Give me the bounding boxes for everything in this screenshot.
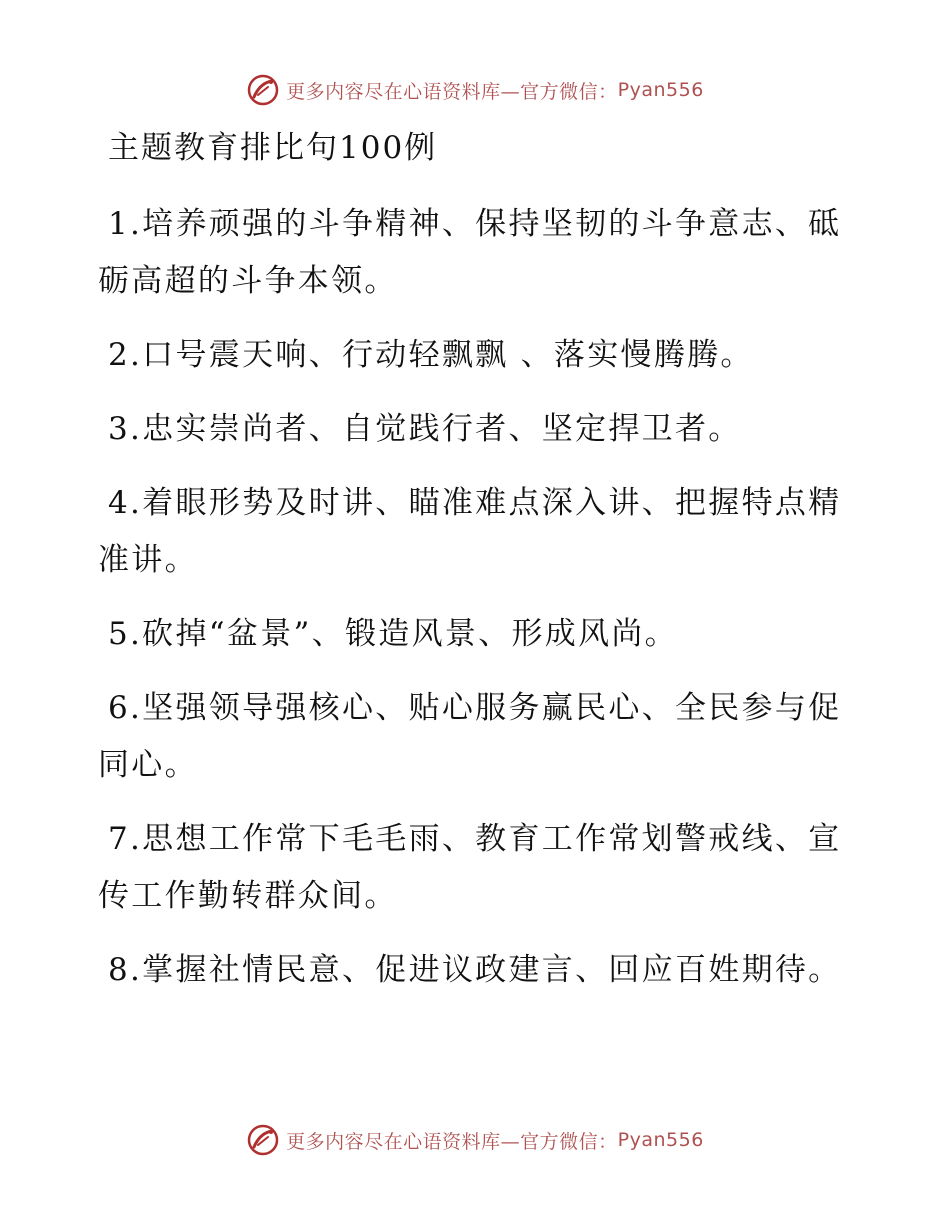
watermark-text: 更多内容尽在心语资料库—官方微信： <box>286 1130 618 1153</box>
parallelism-list <box>98 196 868 1016</box>
watermark-wechat-id: Pyan556 <box>617 79 704 101</box>
list-item: 6.坚强领导强核心、贴心服务赢民心、全民参与促同心。 <box>98 690 842 783</box>
document-title: 主题教育排比句100例 <box>108 130 438 166</box>
list-item: 2.口号震天响、行动轻飘飘 、落实慢腾腾。 <box>108 337 754 373</box>
header-watermark <box>0 70 950 110</box>
list-item: 4.着眼形势及时讲、瞄准难点深入讲、把握特点精准讲。 <box>98 485 842 578</box>
list-item: 8.掌握社情民意、促进议政建言、回应百姓期待。 <box>108 952 842 988</box>
pen-logo-icon <box>246 73 280 107</box>
watermark-wechat-id: Pyan556 <box>617 1129 704 1151</box>
list-item: 5.砍掉“盆景”、锻造风景、形成风尚。 <box>108 616 678 652</box>
watermark-text: 更多内容尽在心语资料库—官方微信： <box>286 80 618 103</box>
list-item: 1.培养顽强的斗争精神、保持坚韧的斗争意志、砥砺高超的斗争本领。 <box>98 206 842 299</box>
list-item: 3.忠实崇尚者、自觉践行者、坚定捍卫者。 <box>108 411 742 447</box>
pen-logo-icon <box>246 1123 280 1157</box>
list-item: 7.思想工作常下毛毛雨、教育工作常划警戒线、宣传工作勤转群众间。 <box>98 821 842 914</box>
footer-watermark <box>0 1120 950 1160</box>
